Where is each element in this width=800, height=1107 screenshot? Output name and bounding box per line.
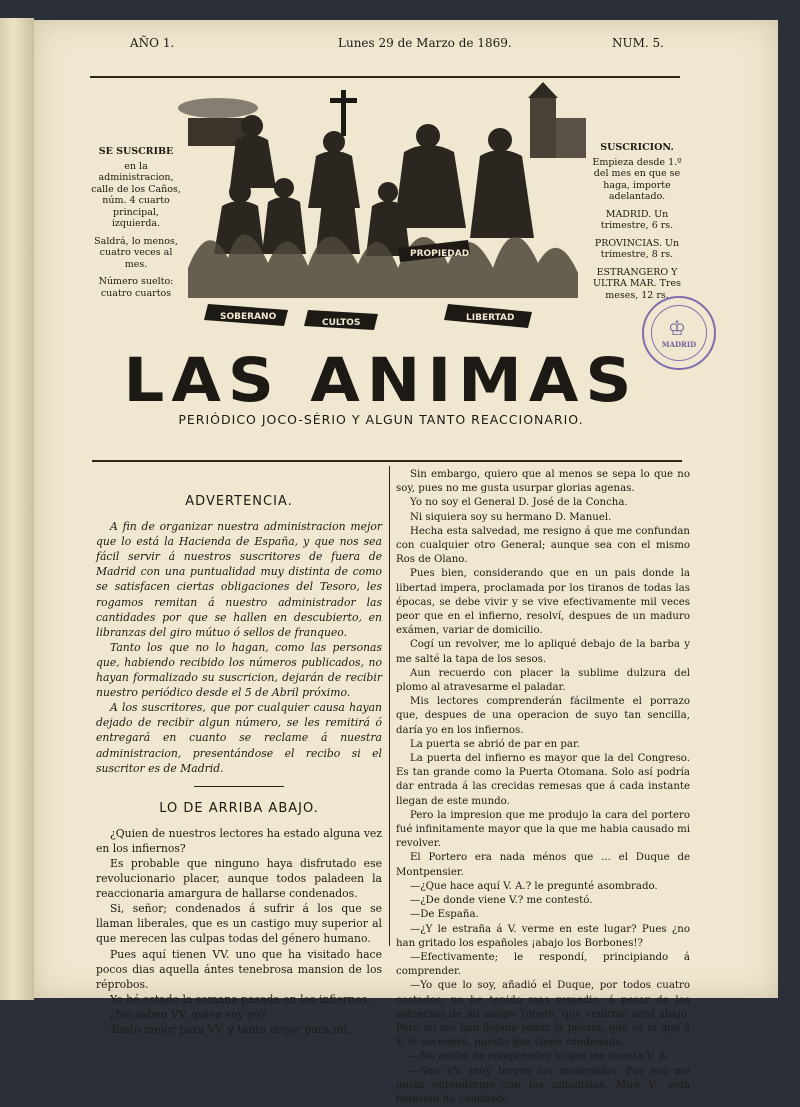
stamp-text: MADRID [661,340,697,349]
article-paragraph: Mis lectores comprenderán fácilmente el porrazo que, despues de una operacion de suyo tan sencilla, daría yo en los infiernos. [396,696,690,736]
article-paragraph: Yo no soy el General D. José de la Concha. [410,497,628,509]
subscribe-line: en la administracion, calle de los Caños, núm. 4 cuarto principal, izquierda. [91,160,181,229]
article-paragraph: ¿Quien de nuestros lectores ha estado alguna vez en los infiernos? [96,826,382,855]
subscription-line: ESTRANGERO Y ULTRA MAR. Tres meses, 12 rs. [592,266,682,301]
article-paragraph: Tanto mejor para VV. y tanto mejor para mí. [110,1023,351,1036]
banner-label: CULTOS [322,318,361,328]
notice-paragraph: Tanto los que no lo hagan, como las personas que, habiendo recibido los números publicados, no hayan formalizado su suscricion, dejarán de recibir nuestro periódico desde el 5 de Abril próximo. [96,640,382,700]
masthead-title: LAS ANIMAS [123,345,639,417]
subscription-line: Empieza desde 1.º del mes en que se haga, importe adelantado. [592,156,682,202]
article-paragraph: Pues bien, considerando que en un pais donde la libertad impera, proclamada por los tiranos de todas las épocas, se debe vivir y se vive efectivamente mil veces peor que en el infierno, resolví, despues de un maduro exámen, variar de domicilio. [396,568,690,637]
masthead-subtitle: PERIÓDICO JOCO-SÉRIO Y ALGUN TANTO REACCIONARIO. [178,412,584,427]
article-paragraph: El Portero era nada ménos que ... el Duque de Montpensier. [396,852,690,878]
section-separator [194,786,284,787]
article-paragraph: —De España. [410,909,479,921]
right-column [396,468,690,1107]
article-paragraph: ¿No saben VV. quien soy yo? [110,1007,266,1021]
subscribe-line: Saldrá, lo menos, cuatro veces al mes. [94,235,178,270]
notice-title: ADVERTENCIA. [185,494,293,509]
article-paragraph: Sin embargo, quiero que al menos se sepa lo que no soy, pues no me gusta usurpar glorias agenas. [396,469,690,495]
masthead-rule [92,460,682,462]
article-paragraph: Aun recuerdo con placer la sublime dulzura del plomo al atravesarme el paladar. [396,667,690,694]
issue-year: AÑO 1. [130,36,175,50]
left-column [96,468,382,1037]
subscribe-line: Número suelto: cuatro cuartos [98,276,174,299]
article-paragraph: Cogí un revolver, me lo apliqué debajo de la barba y me salté la tapa de los sesos. [396,639,690,665]
article-paragraph: Yo hé estado la semana pasada en los infiernos. [110,992,371,1006]
article-paragraph: —Yo que lo soy, añadió el Duque, por todos cuatro costados, no he tenido mas remedio, á pesar de los esfuerzos de mi amigo Topete, que venirme aquí abajo. Pero no me han dejado pasar la puerta, que es lo que á V. le sucederá, puesto que viene condenado. [396,980,690,1049]
subscription-line: PROVINCIAS. Un trimestre, 8 rs. [594,237,680,260]
banner-label: LIBERTAD [466,313,515,323]
article-paragraph: —Son VV. muy torpes los moderados. Por eso me gusta entenderme con los unionistas. Mire V.: esta mansion ha cambiado [396,1065,690,1105]
issue-header [84,36,718,54]
article-paragraph: La puerta del infierno es mayor que la del Congreso. Es tan grande como la Puerta Otomana. Solo así podría dar entrada á las crecidas remesas que á cada instante llegan de este mundo. [396,753,690,807]
satirical-illustration [148,68,600,342]
notice-paragraph: A fin de organizar nuestra administracion mejor que lo está la Hacienda de España, y que nos sea fácil servir á nuestros suscritores de fuera de Madrid con una puntualidad muy distinta de como se satisfacen ciertas obligaciones del Tesoro, les rogamos remitan á nuestro administrador las cantidades por que se hallen en descubierto, en libranzas del giro mútuo ó sellos de franqueo. [96,520,382,639]
article-paragraph: —¿De donde viene V.? me contestó. [410,895,593,907]
issue-number: NUM. 5. [612,36,664,50]
issue-date: Lunes 29 de Marzo de 1869. [338,36,512,50]
article-paragraph: Ni siquiera soy su hermano D. Manuel. [410,511,612,523]
banner-label: PROPIEDAD [410,249,470,259]
article-paragraph: —Efectivamente; le respondí, principiando á comprender. [396,951,690,978]
article-paragraph: —¿Y le estraña á V. verme en este lugar? Pues ¿no han gritado los españoles ¡abajo los Borbones!? [396,923,690,949]
article-paragraph: Es probable que ninguno haya disfrutado ese revolucionario placer, aunque todos paladeen la reaccionaria amargura de hallarse condenados. [96,856,382,901]
subscription-line: MADRID. Un trimestre, 6 rs. [600,208,674,231]
article-paragraph: Pues aquí tienen VV. uno que ha visitado hace pocos dias aquella ántes tenebrosa mansion de los réprobos. [96,947,382,991]
subscribe-title: SE SUSCRIBE [98,146,174,157]
cross-icon [341,90,346,136]
book-spine [0,18,34,1000]
banner-label: SOBERANO [220,312,277,322]
article-paragraph: Si, señor; condenados á sufrir á los que se llaman liberales, que es un castigo muy superior al que merecen las culpas todas del género humano. [96,902,382,946]
notice-paragraph: A los suscritores, que por cualquier causa hayan dejado de recibir algun número, se les remitirá ó entregará en cuanto se reclame á nuestra administracion, presentándose el recibo si el suscritor es de Madrid. [96,701,382,775]
article-paragraph: —¿Que hace aquí V. A.? le pregunté asombrado. [410,880,658,892]
subscription-title: SUSCRICION. [600,142,674,153]
crown-icon: ♔ [668,316,686,340]
article-paragraph: Pero la impresion que me produjo la cara del portero fué infinitamente mayor que la que me habia causado mi revolver. [396,809,690,850]
church-tower-icon [530,98,556,158]
article-paragraph: Hecha esta salvedad, me resigno á que me confundan con cualquier otro General; aunque sea con el mismo Ros de Olano. [396,525,690,566]
article-paragraph: La puerta se abrió de par en par. [410,738,580,750]
article-paragraph: —No acabo de comprender lo que me cuenta V. A. [410,1051,669,1063]
article-title: LO DE ARRIBA ABAJO. [159,800,319,816]
subscription-box [588,142,686,307]
column-divider [389,466,390,946]
